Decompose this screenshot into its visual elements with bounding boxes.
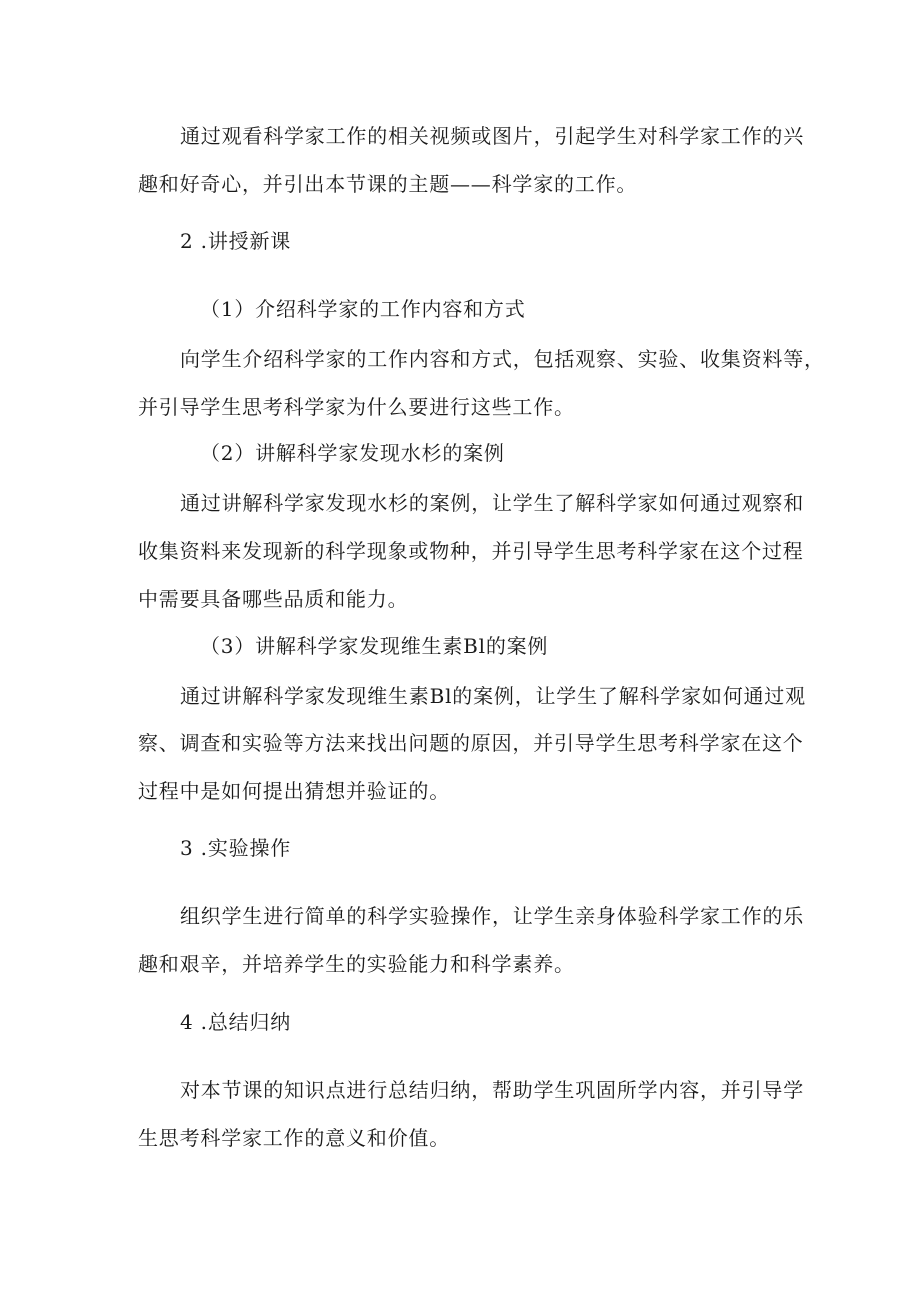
subsection-2-heading: （2）讲解科学家发现水杉的案例	[200, 441, 505, 465]
section-3-heading: 3 .实验操作	[180, 836, 292, 860]
section-2-heading: 2 .讲授新课	[180, 229, 292, 253]
subsection-1-line-1: 向学生介绍科学家的工作内容和方式，包括观察、实验、收集资料等，	[180, 347, 825, 371]
section-3-line-1: 组织学生进行简单的科学实验操作，让学生亲身体验科学家工作的乐	[180, 904, 804, 928]
intro-line-2: 趣和好奇心，并引出本节课的主题——科学家的工作。	[138, 172, 638, 196]
subsection-2-line-3: 中需要具备哪些品质和能力。	[138, 587, 409, 611]
subsection-3-line-2: 察、调查和实验等方法来找出问题的原因，并引导学生思考科学家在这个	[138, 731, 804, 755]
subsection-2-line-1: 通过讲解科学家发现水杉的案例，让学生了解科学家如何通过观察和	[180, 491, 804, 515]
section-4-line-2: 生思考科学家工作的意义和价值。	[138, 1126, 450, 1150]
subsection-3-line-3: 过程中是如何提出猜想并验证的。	[138, 779, 450, 803]
subsection-3-heading: （3）讲解科学家发现维生素Bl的案例	[200, 634, 549, 658]
section-3-line-2: 趣和艰辛，并培养学生的实验能力和科学素养。	[138, 952, 575, 976]
subsection-1-heading: （1）介绍科学家的工作内容和方式	[200, 297, 526, 321]
subsection-2-line-2: 收集资料来发现新的科学现象或物种，并引导学生思考科学家在这个过程	[138, 539, 804, 563]
section-4-line-1: 对本节课的知识点进行总结归纳，帮助学生巩固所学内容，并引导学	[180, 1078, 804, 1102]
section-4-heading: 4 .总结归纳	[180, 1010, 292, 1034]
subsection-3-line-1: 通过讲解科学家发现维生素Bl的案例，让学生了解科学家如何通过观	[180, 684, 806, 708]
intro-line-1: 通过观看科学家工作的相关视频或图片，引起学生对科学家工作的兴	[180, 124, 804, 148]
subsection-1-line-2: 并引导学生思考科学家为什么要进行这些工作。	[138, 395, 575, 419]
